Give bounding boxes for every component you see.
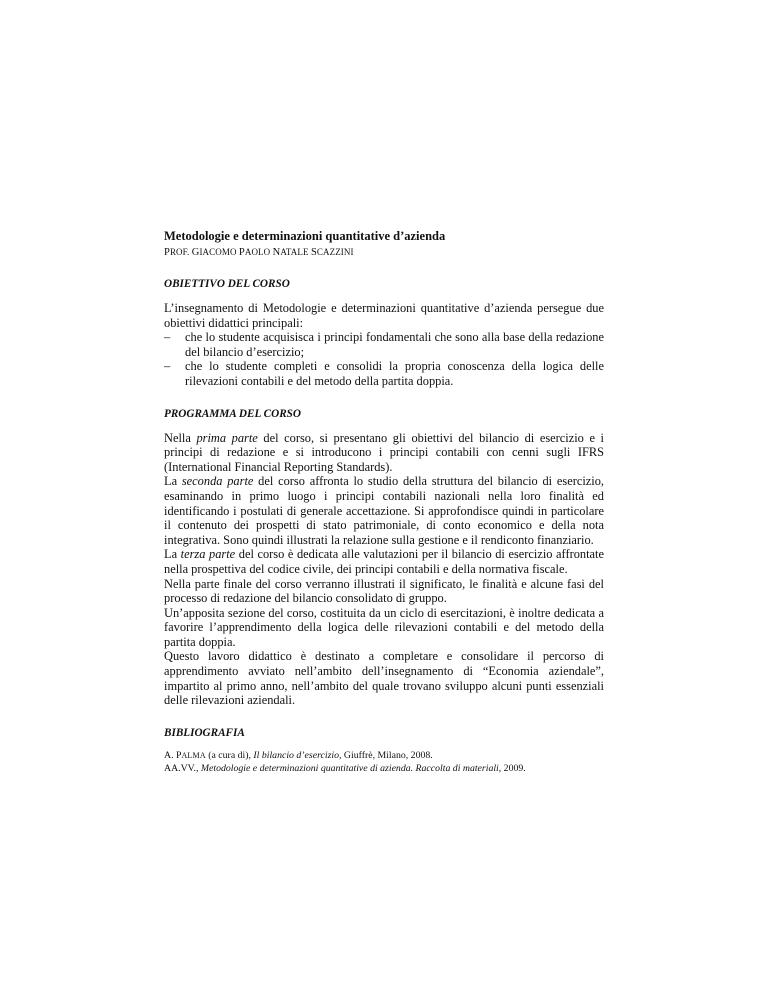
dash-bullet: – xyxy=(164,330,171,345)
objective-heading: OBIETTIVO DEL CORSO xyxy=(164,278,290,290)
program-paragraph-5: Un’apposita sezione del corso, costituita da un ciclo di esercitazioni, è inoltre dedicata a favorire l’apprendimento della logica delle rilevazioni contabili e del metodo della partita doppia. xyxy=(164,605,604,649)
objective-intro: L’insegnamento di Metodologie e determinazioni quantitative d’azienda persegue due obiettivi didattici principali: xyxy=(164,301,604,330)
program-heading: PROGRAMMA DEL CORSO xyxy=(164,407,301,420)
dash-bullet: – xyxy=(164,359,171,374)
course-page xyxy=(164,229,604,775)
list-item: – che lo studente acquisisca i principi fondamentali che sono alla base della redazione del bilancio d’esercizio; xyxy=(164,330,604,359)
objective-list xyxy=(164,330,604,388)
program-paragraph-2: La seconda parte del corso affronta lo studio della struttura del bilancio di esercizio, esaminando in primo luogo i principi contabili nazionali nella loro finalità ed identificando i postulati di generale accettazione. Si approfondisce quindi in particolare il contenuto dei prospetti di stato patrimoniale, di conto economico e della nota integrativa. Sono quindi illustrati la relazione sulla gestione e il rendiconto finanziario. xyxy=(164,474,605,547)
program-paragraph-3: La terza parte del corso è dedicata alle valutazioni per il bilancio di esercizio affrontate nella prospettiva del codice civile, dei principi contabili e della normativa fiscale. xyxy=(164,547,604,576)
course-author: PROF. GIACOMO PAOLO NATALE SCAZZINI xyxy=(164,247,354,258)
bibliography-heading: BIBLIOGRAFIA xyxy=(164,726,245,739)
bibliography-entry: A. PALMA (a cura di), Il bilancio d’esercizio, Giuffrè, Milano, 2008. xyxy=(164,749,433,761)
program-paragraph-1: Nella prima parte del corso, si presentano gli obiettivi del bilancio di esercizio e i principi di redazione e si introducono i principi contabili con cenni sugli IFRS (International Financial Reporting Standards). xyxy=(164,430,604,474)
list-item: – che lo studente completi e consolidi la propria conoscenza della logica delle rilevazioni contabili e del metodo della partita doppia. xyxy=(164,359,604,388)
program-paragraph-6: Questo lavoro didattico è destinato a completare e consolidare il percorso di apprendimento avviato nell’ambito dell’insegnamento di “Economia aziendale”, impartito al primo anno, nell’ambito del quale trovano sviluppo alcuni punti essenziali delle rilevazioni aziendali. xyxy=(164,649,604,708)
program-paragraph-4: Nella parte finale del corso verranno illustrati il significato, le finalità e alcune fasi del processo di redazione del bilancio consolidato di gruppo. xyxy=(164,576,604,606)
course-title: Metodologie e determinazioni quantitative d’azienda xyxy=(164,229,446,243)
bibliography-entry: AA.VV., Metodologie e determinazioni quantitative di azienda. Raccolta di materiali, 2009. xyxy=(164,762,526,774)
